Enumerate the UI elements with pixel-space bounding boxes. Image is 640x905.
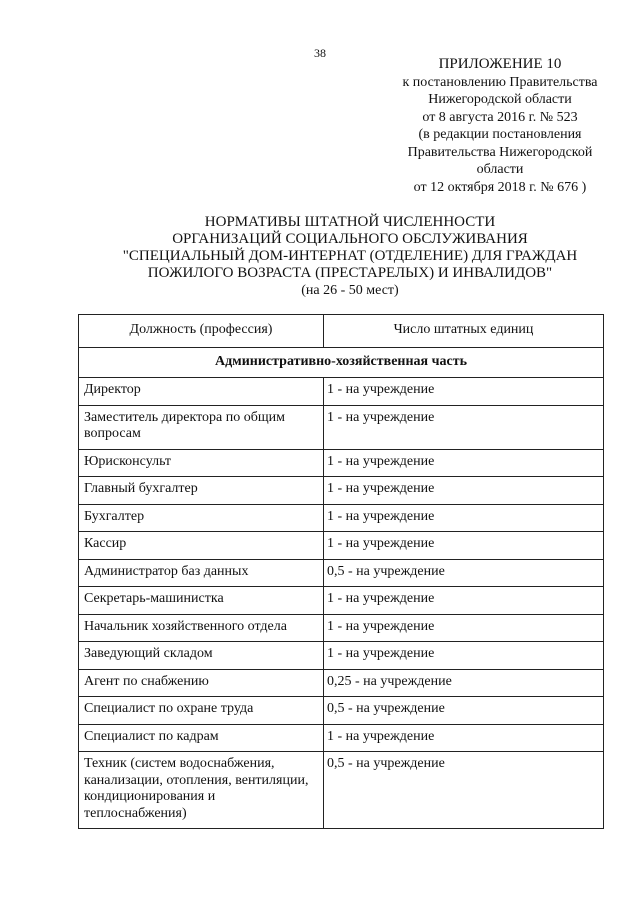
- table-row: [79, 559, 604, 587]
- appendix-line: области: [476, 162, 524, 177]
- table-row: [79, 587, 604, 615]
- table-row: [79, 532, 604, 560]
- table-row: [79, 697, 604, 725]
- position-cell: Агент по снабжению: [79, 669, 324, 697]
- position-cell: Администратор баз данных: [79, 559, 324, 587]
- table-row: [79, 405, 604, 449]
- count-cell: 0,5 - на учреждение: [324, 752, 604, 829]
- count-cell: 1 - на учреждение: [324, 378, 604, 406]
- document-title: [60, 214, 640, 299]
- position-cell: Юрисконсульт: [79, 449, 324, 477]
- position-cell: Директор: [79, 378, 324, 406]
- position-cell: Секретарь-машинистка: [79, 587, 324, 615]
- appendix-block: [384, 56, 616, 196]
- title-line: ОРГАНИЗАЦИЙ СОЦИАЛЬНОГО ОБСЛУЖИВАНИЯ: [172, 231, 528, 247]
- column-header-position: Должность (профессия): [79, 315, 324, 348]
- table-row: [79, 669, 604, 697]
- appendix-line: (в редакции постановления: [418, 127, 582, 142]
- column-header-count: Число штатных единиц: [324, 315, 604, 348]
- position-cell: Техник (систем водоснабжения, канализации, отопления, вентиляции, кондиционирования и теплоснабжения): [79, 752, 324, 829]
- title-subtitle: (на 26 - 50 мест): [301, 283, 399, 298]
- table-row: [79, 477, 604, 505]
- title-line: ПОЖИЛОГО ВОЗРАСТА (ПРЕСТАРЕЛЫХ) И ИНВАЛИДОВ": [147, 265, 553, 281]
- table-row: [79, 449, 604, 477]
- title-line: НОРМАТИВЫ ШТАТНОЙ ЧИСЛЕННОСТИ: [204, 214, 496, 230]
- count-cell: 0,25 - на учреждение: [324, 669, 604, 697]
- position-cell: Бухгалтер: [79, 504, 324, 532]
- count-cell: 1 - на учреждение: [324, 532, 604, 560]
- position-cell: Заместитель директора по общим вопросам: [79, 405, 324, 449]
- count-cell: 1 - на учреждение: [324, 724, 604, 752]
- position-cell: Специалист по охране труда: [79, 697, 324, 725]
- position-cell: Начальник хозяйственного отдела: [79, 614, 324, 642]
- appendix-line: Правительства Нижегородской: [407, 144, 593, 160]
- count-cell: 0,5 - на учреждение: [324, 697, 604, 725]
- appendix-title: ПРИЛОЖЕНИЕ 10: [438, 56, 562, 72]
- section-row: [79, 347, 604, 378]
- appendix-line: к постановлению Правительства: [402, 74, 598, 90]
- position-cell: Кассир: [79, 532, 324, 560]
- count-cell: 1 - на учреждение: [324, 449, 604, 477]
- section-title: Административно-хозяйственная часть: [79, 347, 604, 378]
- count-cell: 1 - на учреждение: [324, 614, 604, 642]
- position-cell: Главный бухгалтер: [79, 477, 324, 505]
- table-row: [79, 642, 604, 670]
- count-cell: 1 - на учреждение: [324, 642, 604, 670]
- table-row: [79, 724, 604, 752]
- table-row: [79, 752, 604, 829]
- appendix-line: от 8 августа 2016 г. № 523: [422, 109, 578, 125]
- table-row: [79, 614, 604, 642]
- count-cell: 1 - на учреждение: [324, 477, 604, 505]
- staffing-table: [78, 314, 604, 829]
- page-number: 38: [314, 46, 326, 60]
- position-cell: Специалист по кадрам: [79, 724, 324, 752]
- title-line: "СПЕЦИАЛЬНЫЙ ДОМ-ИНТЕРНАТ (ОТДЕЛЕНИЕ) ДЛЯ ГРАЖДАН: [122, 248, 578, 264]
- count-cell: 1 - на учреждение: [324, 504, 604, 532]
- table-header-row: [79, 315, 604, 348]
- table-row: [79, 504, 604, 532]
- count-cell: 1 - на учреждение: [324, 405, 604, 449]
- count-cell: 1 - на учреждение: [324, 587, 604, 615]
- appendix-line: от 12 октября 2018 г. № 676 ): [413, 179, 587, 195]
- count-cell: 0,5 - на учреждение: [324, 559, 604, 587]
- position-cell: Заведующий складом: [79, 642, 324, 670]
- appendix-line: Нижегородской области: [428, 92, 572, 107]
- table-row: [79, 378, 604, 406]
